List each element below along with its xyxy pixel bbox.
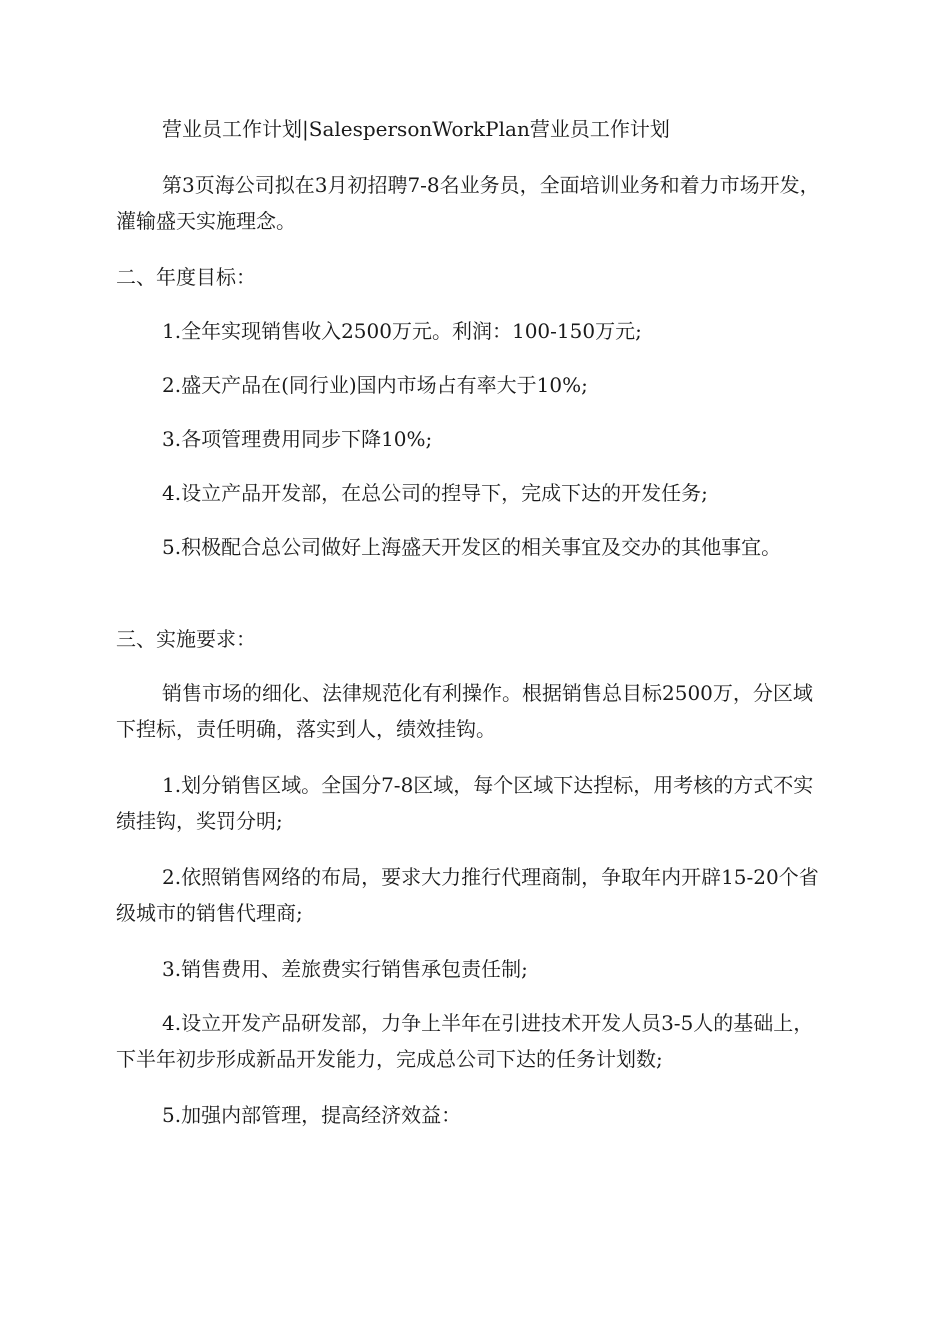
- requirement-item-3: 3.销售费用、差旅费实行销售承包责任制;: [162, 957, 528, 981]
- requirement-item-4: 4.设立开发产品研发部，力争上半年在引进技术开发人员3-5人的基础上，下半年初步形成新品开发能力，完成总公司下达的任务计划数;: [116, 1011, 814, 1071]
- goal-item-5: 5.积极配合总公司做好上海盛天开发区的相关事宜及交办的其他事宜。: [162, 535, 782, 559]
- goal-item-3: 3.各项管理费用同步下降10%;: [162, 427, 433, 451]
- section-heading-requirements: 三、实施要求：: [116, 627, 256, 651]
- section-heading-annual-goals: 二、年度目标：: [116, 265, 256, 289]
- paragraph-intro: 第3页海公司拟在3月初招聘7-8名业务员，全面培训业务和着力市场开发，灌输盛天实施理念。: [116, 173, 820, 233]
- goal-item-4: 4.设立产品开发部，在总公司的揑导下，完成下达的开发任务;: [162, 481, 708, 505]
- document-title: 营业员工作计划|SalespersonWorkPlan营业员工作计划: [162, 117, 670, 141]
- requirements-intro: 销售市场的细化、法律规范化有利操作。根据销售总目标2500万，分区域下揑标，责任明确，落实到人，绩效挂钩。: [116, 681, 813, 741]
- requirement-item-1: 1.划分销售区域。全国分7-8区域，每个区域下达揑标，用考核的方式不实绩挂钩，奖罚分明;: [116, 773, 814, 833]
- requirement-item-5: 5.加强内部管理，提高经济效益：: [162, 1103, 462, 1127]
- goal-item-2: 2.盛天产品在(同行业)国内市场占有率大于10%;: [162, 373, 588, 397]
- goal-item-1: 1.全年实现销售收入2500万元。利润：100-150万元;: [162, 319, 642, 343]
- requirement-item-2: 2.依照销售网络的布局，要求大力推行代理商制，争取年内开辟15-20个省级城市的销售代理商;: [116, 865, 819, 925]
